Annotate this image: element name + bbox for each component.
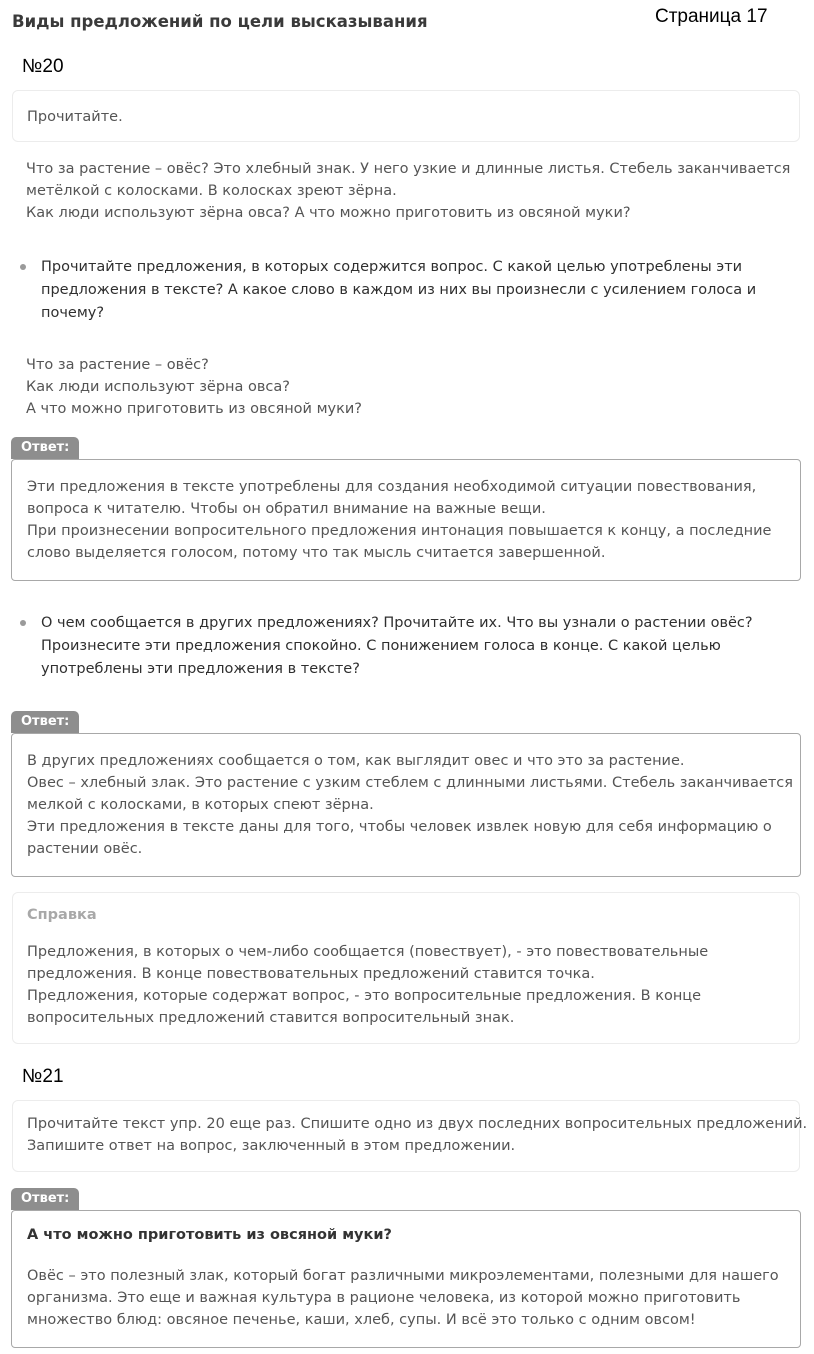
answer-heading: А что можно приготовить из овсяной муки? [27, 1227, 392, 1243]
text-line: Что за растение – овёс? Это хлебный знак. У него узкие и длинные листья. Стебель заканчивается [26, 161, 791, 177]
list-item: А что можно приготовить из овсяной муки? [26, 401, 362, 417]
answer-box-3 [11, 1210, 801, 1348]
instruction-card-20 [12, 90, 800, 142]
answer-line: организма. Это еще и важная культура в рационе человека, из которой можно приготовить [27, 1290, 741, 1306]
answer-line: Овёс – это полезный злак, который богат различными микроэлементами, полезными для нашего [27, 1268, 779, 1284]
reference-line: Предложения, в которых о чем-либо сообщается (повествует), - это повествовательные [27, 944, 709, 960]
answer-line: растении овёс. [27, 841, 143, 857]
task-number-21: №21 [22, 1066, 64, 1087]
questions-list [26, 354, 796, 420]
answer-line: вопроса к читателю. Чтобы он обратил внимание на важные вещи. [27, 501, 546, 517]
instruction-line: Запишите ответ на вопрос, заключенный в этом предложении. [27, 1138, 516, 1154]
answer-box-2 [11, 733, 801, 877]
question-text [41, 256, 781, 325]
answer-line: слово выделяется голосом, потому что так мысль считается завершенной. [27, 545, 606, 561]
answer-label: Ответ: [11, 711, 79, 733]
answer-line: При произнесении вопросительного предложения интонация повышается к концу, а последние [27, 523, 772, 539]
answer-text [27, 750, 793, 860]
answer-box-1 [11, 459, 801, 581]
answer-line: мелкой с колосками, в которых спеют зёрна. [27, 797, 374, 813]
question-text [41, 612, 781, 681]
reference-text [27, 941, 708, 1029]
question-line: О чем сообщается в других предложениях? Прочитайте их. Что вы узнали о растении овёс? [41, 615, 753, 631]
reference-line: предложения. В конце повествовательных предложений ставится точка. [27, 966, 595, 982]
answer-text [27, 476, 787, 564]
page-number: Страница 17 [655, 6, 768, 27]
answer-line: Эти предложения в тексте даны для того, чтобы человек извлек новую для себя информацию о [27, 819, 772, 835]
answer-label: Ответ: [11, 1188, 79, 1210]
reading-text [26, 158, 796, 224]
instruction-card-21 [12, 1100, 808, 1172]
reference-card [12, 892, 800, 1044]
text-line: метёлкой с колосками. В колосках зреют зёрна. [26, 183, 397, 199]
instruction-line: Прочитайте текст упр. 20 еще раз. Спишите одно из двух последних вопросительных предложений. [27, 1116, 808, 1132]
answer-line: Овес – хлебный злак. Это растение с узким стеблем с длинными листьями. Стебель заканчивается [27, 775, 793, 791]
answer-text [27, 1265, 787, 1331]
question-line: предложения в тексте? А какое слово в каждом из них вы произнесли с усилением голоса и [41, 282, 757, 298]
page-title: Виды предложений по цели высказывания [12, 12, 428, 31]
reference-line: вопросительных предложений ставится вопросительный знак. [27, 1010, 515, 1026]
question-line: почему? [41, 305, 105, 321]
text-line: Как люди используют зёрна овса? А что можно приготовить из овсяной муки? [26, 205, 631, 221]
list-item: Что за растение – овёс? [26, 357, 209, 373]
list-item: Как люди используют зёрна овса? [26, 379, 290, 395]
answer-label: Ответ: [11, 437, 79, 459]
instruction-text: Прочитайте. [27, 109, 123, 125]
answer-line: Эти предложения в тексте употреблены для создания необходимой ситуации повествования, [27, 479, 757, 495]
answer-line: В других предложениях сообщается о том, как выглядит овес и что это за растение. [27, 753, 685, 769]
reference-title: Справка [27, 907, 97, 923]
answer-line: множество блюд: овсяное печенье, каши, хлеб, супы. И всё это только с одним овсом! [27, 1312, 696, 1328]
instruction-text [27, 1113, 807, 1157]
question-line: Произнесите эти предложения спокойно. С понижением голоса в конце. С какой целью [41, 638, 721, 654]
bullet-icon [20, 620, 26, 626]
question-line: употреблены эти предложения в тексте? [41, 661, 360, 677]
reference-line: Предложения, которые содержат вопрос, - это вопросительные предложения. В конце [27, 988, 702, 1004]
bullet-icon [20, 264, 26, 270]
task-number-20: №20 [22, 56, 64, 77]
question-line: Прочитайте предложения, в которых содержится вопрос. С какой целью употреблены эти [41, 259, 743, 275]
